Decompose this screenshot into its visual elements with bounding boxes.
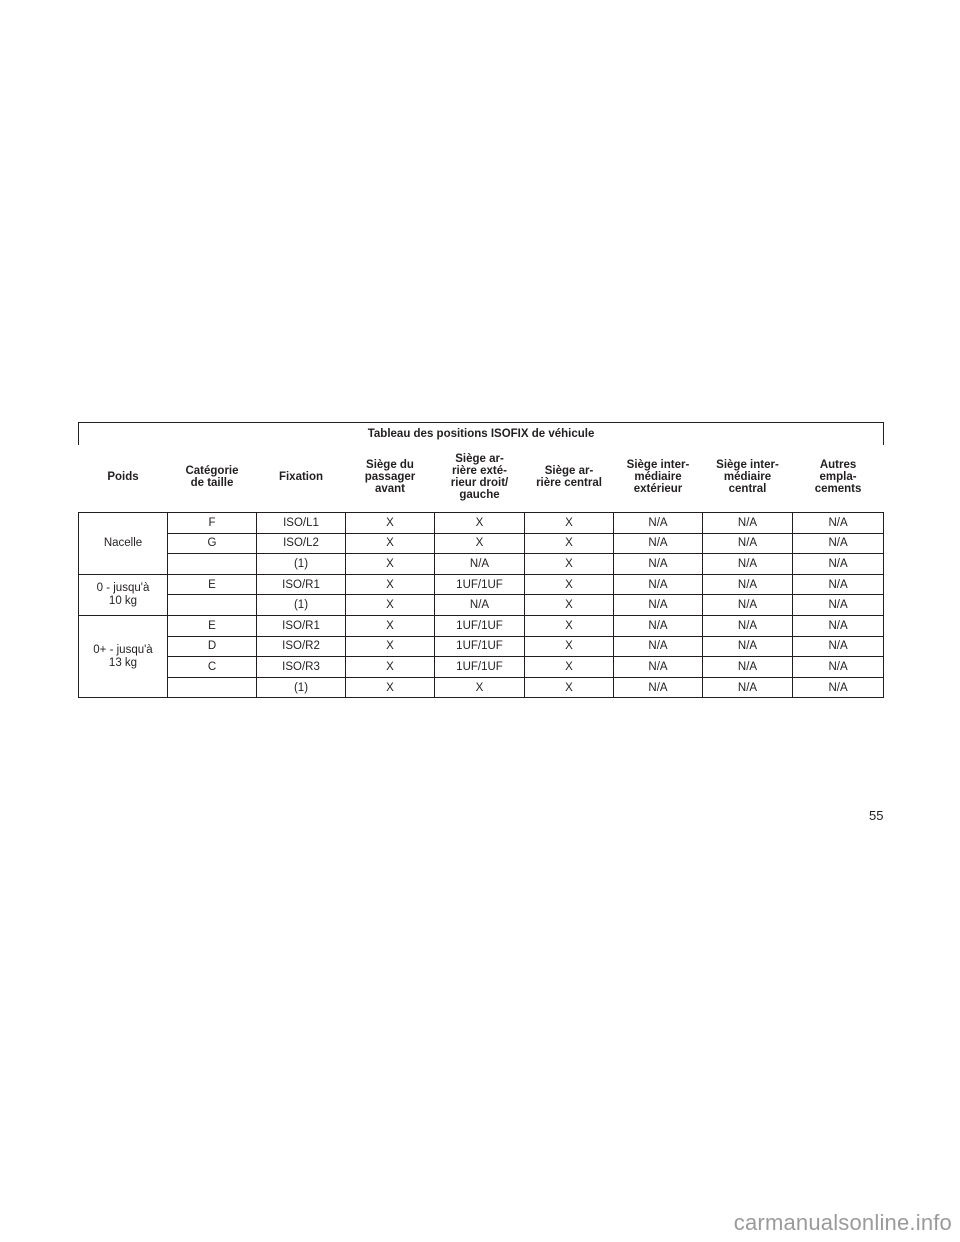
table-cell (168, 677, 257, 698)
table-header-row (79, 445, 884, 513)
table-cell: ISO/L2 (257, 533, 346, 554)
table-row (79, 677, 884, 698)
column-header: Siège du passager avant (364, 458, 416, 495)
table-cell: N/A (793, 595, 884, 616)
table-cell: ISO/R1 (257, 615, 346, 636)
table-cell: (1) (257, 554, 346, 575)
table-cell: X (346, 554, 435, 575)
table-row (79, 595, 884, 616)
table-cell: (1) (257, 595, 346, 616)
table-cell: N/A (614, 574, 703, 595)
table-cell: ISO/R3 (257, 657, 346, 678)
table-cell: N/A (703, 636, 793, 657)
table-cell: X (525, 657, 614, 678)
page-number: 55 (869, 808, 884, 823)
table-cell: X (525, 595, 614, 616)
table-row (79, 657, 884, 678)
table-cell: N/A (703, 615, 793, 636)
table-cell: 1UF/1UF (435, 615, 525, 636)
table-row (79, 554, 884, 575)
table-cell: D (168, 636, 257, 657)
table-cell: X (435, 513, 525, 534)
table-cell: X (435, 677, 525, 698)
table-cell: F (168, 513, 257, 534)
table-cell: C (168, 657, 257, 678)
table-cell: N/A (614, 636, 703, 657)
table-cell: 1UF/1UF (435, 574, 525, 595)
table-cell: N/A (435, 595, 525, 616)
table-cell: N/A (703, 574, 793, 595)
table-cell (168, 595, 257, 616)
table-cell: G (168, 533, 257, 554)
table-cell: N/A (703, 657, 793, 678)
table-cell: N/A (435, 554, 525, 575)
column-header: Poids (107, 470, 139, 483)
table-cell: ISO/L1 (257, 513, 346, 534)
table-cell: X (346, 574, 435, 595)
column-header: Fixation (278, 470, 324, 483)
table-cell: N/A (793, 615, 884, 636)
table-cell: X (346, 513, 435, 534)
table-cell: X (346, 595, 435, 616)
column-header: Siège inter- médiaire central (716, 458, 779, 495)
weight-group-cell: 0 - jusqu'à 10 kg (79, 574, 168, 615)
table-cell: N/A (703, 513, 793, 534)
table-cell: N/A (793, 657, 884, 678)
table-cell: N/A (703, 595, 793, 616)
table-row (79, 513, 884, 534)
column-header: Siège inter- médiaire extérieur (626, 458, 690, 495)
table-cell: 1UF/1UF (435, 636, 525, 657)
table-cell: N/A (614, 657, 703, 678)
table-cell: X (525, 554, 614, 575)
weight-group-cell: 0+ - jusqu'à 13 kg (79, 615, 168, 697)
column-header: Siège ar- rière central (536, 464, 602, 489)
watermark[interactable]: carmanualsonline.info (733, 1210, 952, 1235)
column-header: Siège ar- rière exté- rieur droit/ gauche (450, 452, 509, 501)
table-cell: (1) (257, 677, 346, 698)
table-row (79, 636, 884, 657)
column-header: Catégorie de taille (185, 464, 239, 489)
table-cell: X (435, 533, 525, 554)
column-header: Autres empla- cements (814, 458, 862, 495)
table-cell: X (525, 636, 614, 657)
table-cell: N/A (793, 533, 884, 554)
table-cell (168, 554, 257, 575)
table-cell: N/A (793, 574, 884, 595)
table-cell: N/A (703, 554, 793, 575)
table-cell: X (525, 513, 614, 534)
table-cell: N/A (793, 513, 884, 534)
table-cell: E (168, 574, 257, 595)
table-cell: X (525, 533, 614, 554)
table-cell: N/A (793, 677, 884, 698)
table-cell: 1UF/1UF (435, 657, 525, 678)
table-cell: N/A (614, 533, 703, 554)
table-cell: ISO/R2 (257, 636, 346, 657)
table-cell: N/A (614, 554, 703, 575)
table-cell: N/A (614, 595, 703, 616)
table-caption: Tableau des positions ISOFIX de véhicule (79, 423, 884, 446)
table-cell: ISO/R1 (257, 574, 346, 595)
table-cell: X (525, 574, 614, 595)
table-row (79, 533, 884, 554)
table-cell: X (346, 677, 435, 698)
table-cell: N/A (614, 615, 703, 636)
table-cell: N/A (793, 554, 884, 575)
table-cell: N/A (703, 677, 793, 698)
table-cell: N/A (703, 533, 793, 554)
table-row (79, 615, 884, 636)
table-cell: N/A (793, 636, 884, 657)
table-cell: X (346, 636, 435, 657)
weight-group-cell: Nacelle (79, 513, 168, 575)
table-cell: X (525, 615, 614, 636)
table-cell: X (346, 615, 435, 636)
table-cell: X (525, 677, 614, 698)
table-cell: E (168, 615, 257, 636)
table-cell: X (346, 657, 435, 678)
table-cell: N/A (614, 513, 703, 534)
table-cell: N/A (614, 677, 703, 698)
isofix-positions-table (78, 422, 884, 698)
table-row (79, 574, 884, 595)
table-cell: X (346, 533, 435, 554)
